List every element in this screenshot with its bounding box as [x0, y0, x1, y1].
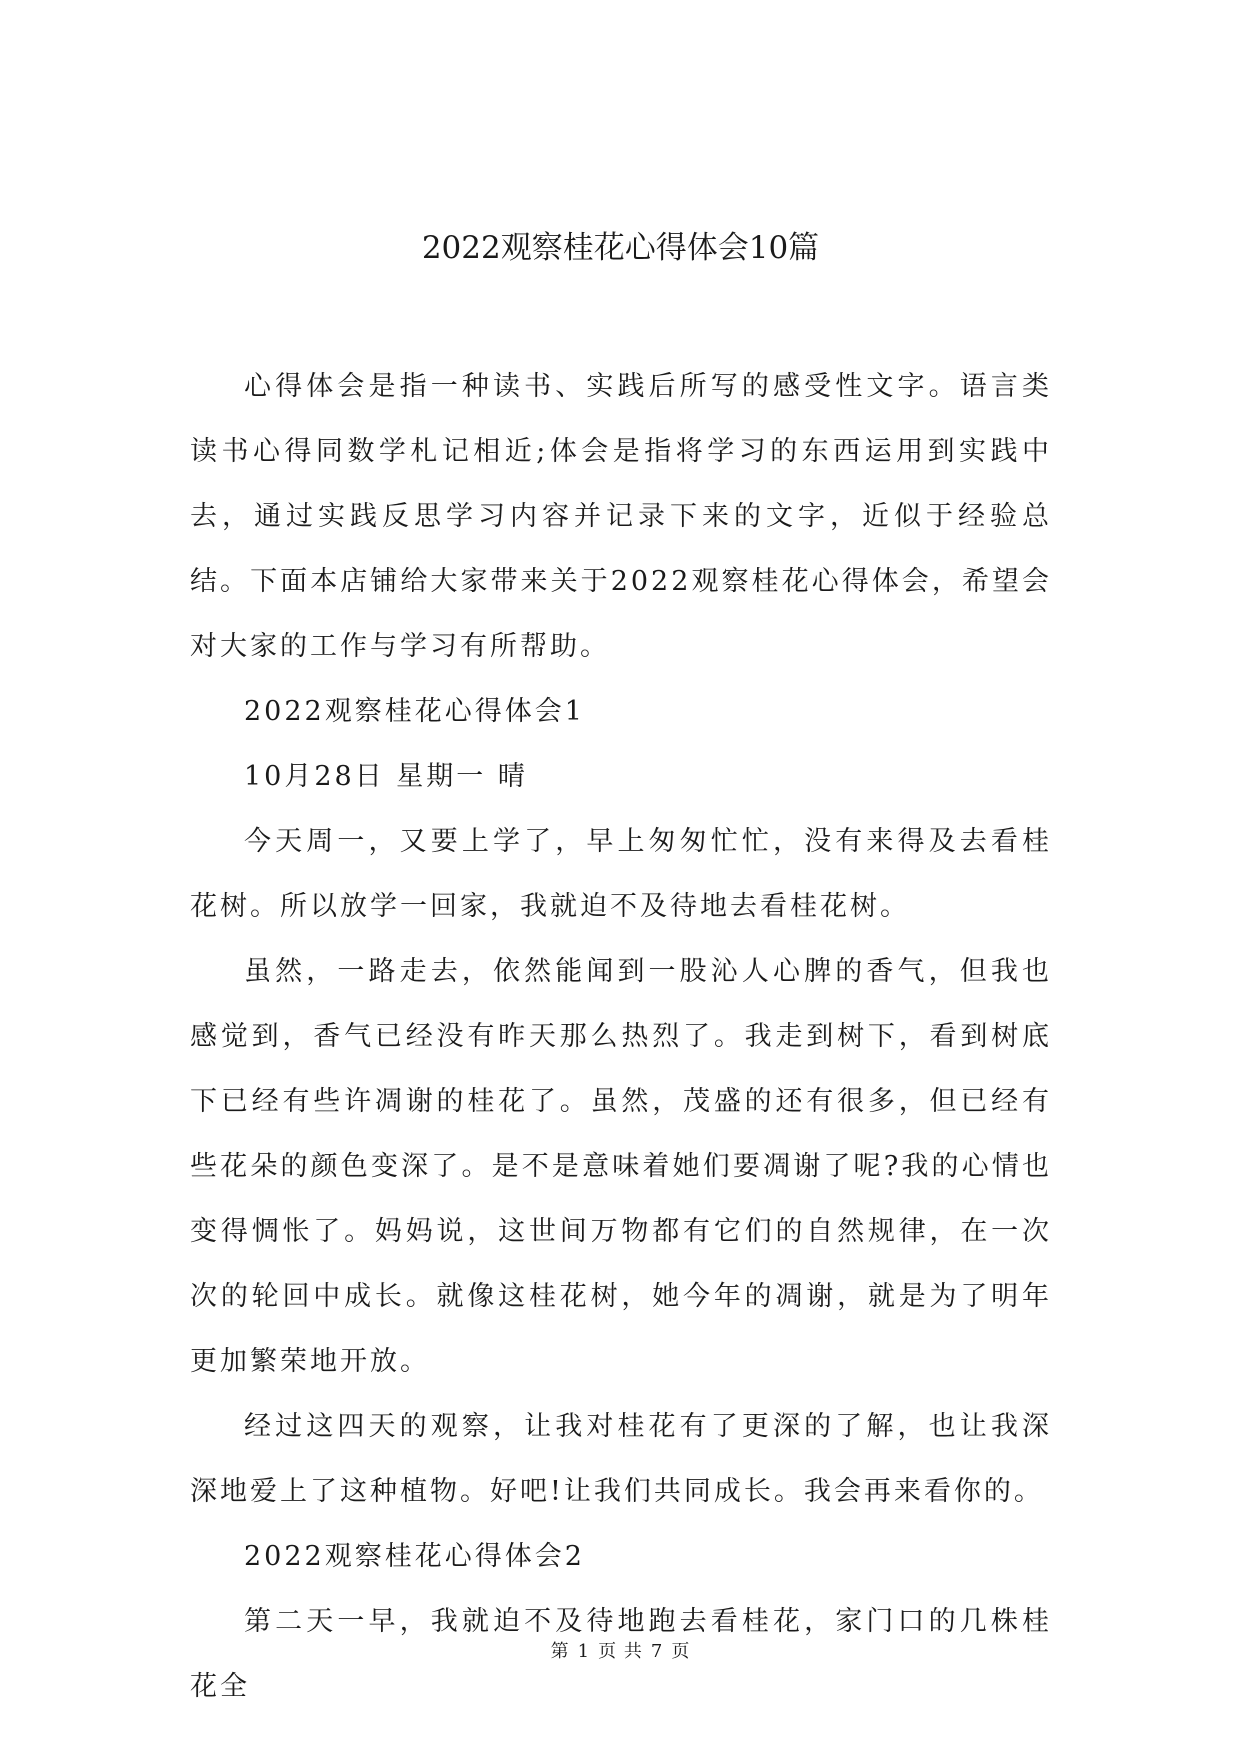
- document-title: 2022观察桂花心得体会10篇: [421, 230, 820, 266]
- paragraph: 虽然，一路走去，依然能闻到一股沁人心脾的香气，但我也感觉到，香气已经没有昨天那么热烈了。我走到树下，看到树底下已经有些许凋谢的桂花了。虽然，茂盛的还有很多，但已经有些花朵的颜色变深了。是不是意味着她们要凋谢了呢?我的心情也变得惆怅了。妈妈说，这世间万物都有它们的自然规律，在一次次的轮回中成长。就像这桂花树，她今年的凋谢，就是为了明年更加繁荣地开放。: [190, 956, 1052, 1377]
- footer-page-number: 1: [577, 1641, 591, 1662]
- date-line: 10月28日 星期一 晴: [244, 761, 528, 792]
- footer-prefix: 第: [550, 1641, 570, 1662]
- document-body: [190, 354, 1052, 1719]
- paragraph: 经过这四天的观察，让我对桂花有了更深的了解，也让我深深地爱上了这种植物。好吧!让我们共同成长。我会再来看你的。: [190, 1411, 1052, 1507]
- paragraph: 今天周一，又要上学了，早上匆匆忙忙，没有来得及去看桂花树。所以放学一回家，我就迫不及待地去看桂花树。: [190, 826, 1052, 922]
- footer-total-pages: 7: [650, 1641, 664, 1662]
- footer-middle: 页 共: [598, 1641, 643, 1662]
- section-heading-1: 2022观察桂花心得体会1: [244, 696, 585, 727]
- paragraph: 第二天一早，我就迫不及待地跑去看桂花，家门口的几株桂花全: [190, 1606, 1052, 1702]
- footer-suffix: 页: [671, 1641, 691, 1662]
- page-footer: [0, 1640, 1241, 1664]
- section-heading-2: 2022观察桂花心得体会2: [244, 1541, 585, 1572]
- paragraph-intro: 心得体会是指一种读书、实践后所写的感受性文字。语言类读书心得同数学札记相近;体会是指将学习的东西运用到实践中去，通过实践反思学习内容并记录下来的文字，近似于经验总结。下面本店铺给大家带来关于2022观察桂花心得体会，希望会对大家的工作与学习有所帮助。: [190, 371, 1052, 662]
